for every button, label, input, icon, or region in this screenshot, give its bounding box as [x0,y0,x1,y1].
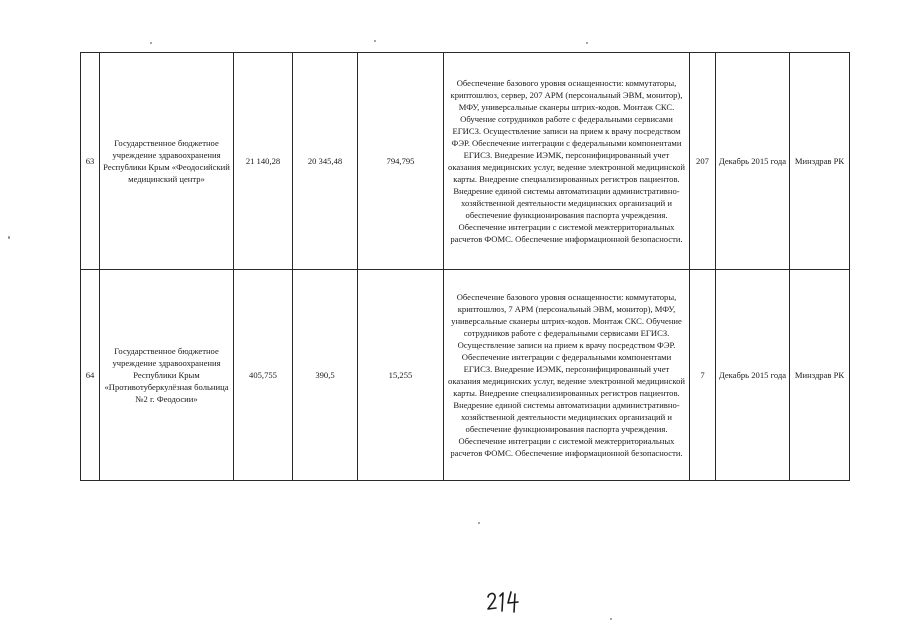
responsible-body: Минздрав РК [790,53,850,270]
workstation-count: 7 [690,270,716,481]
deadline: Декабрь 2015 года [716,53,790,270]
institution-name: Государственное бюджетное учреждение здравоохранения Республики Крым «Противотуберкулёзная больница №2 г. Феодосии» [100,270,234,481]
institution-name: Государственное бюджетное учреждение здравоохранения Республики Крым «Феодосийский медицинский центр» [100,53,234,270]
regional-amount: 15,255 [358,270,444,481]
table-row [81,270,850,481]
row-number: 63 [81,53,100,270]
table-row [81,53,850,270]
regional-amount: 794,795 [358,53,444,270]
work-description-cell [444,270,690,481]
scan-speck [8,236,10,239]
federal-amount: 390,5 [293,270,358,481]
scan-speck [610,618,612,620]
total-amount: 405,755 [234,270,293,481]
work-description: Обеспечение базового уровня оснащенности: коммутаторы, криптошлюз, сервер, 207 АРМ (персональный ЭВМ, монитор), МФУ, универсальные сканеры штрих-кодов. Монтаж СКС. Обучение сотрудников работе с федеральными сервисами ЕГИСЗ. Осуществление записи на прием к врачу посредством ФЭР. Обеспечение интеграции с федеральными компонентами ЕГИСЗ. Внедрение ИЭМК, персонифицированный учет оказания медицинских услуг, ведение электронной медицинской карты. Внедрение специализированных регистров пациентов. Внедрение единой системы автоматизации административно-хозяйственной деятельности медицинских организаций и обеспечение функционирования паспорта учреждения. Обеспечение интеграции с системой межтерриториальных расчетов ФОМС. Обеспечение информационной безопасности. [448,78,685,244]
scan-speck [478,522,480,524]
scan-speck [586,42,588,44]
total-amount: 21 140,28 [234,53,293,270]
handwritten-page-number [484,588,524,614]
scan-speck [374,40,376,42]
responsible-body: Минздрав РК [790,270,850,481]
workstation-count: 207 [690,53,716,270]
federal-amount: 20 345,48 [293,53,358,270]
deadline: Декабрь 2015 года [716,270,790,481]
work-description: Обеспечение базового уровня оснащенности: коммутаторы, криптошлюз, 7 АРМ (персональный ЭВМ, монитор), МФУ, универсальные сканеры штрих-кодов. Монтаж СКС. Обучение сотрудников работе с федеральными сервисами ЕГИСЗ. Осуществление записи на прием к врачу посредством ФЭР. Обеспечение интеграции с федеральными компонентами ЕГИСЗ. Внедрение ИЭМК, персонифицированный учет оказания медицинских услуг, ведение электронной медицинской карты. Внедрение специализированных регистров пациентов. Внедрение единой системы автоматизации административно-хозяйственной деятельности медицинских организаций и обеспечение функционирования паспорта учреждения. Обеспечение интеграции с системой межтерриториальных расчетов ФОМС. Обеспечение информационной безопасности. [448,292,685,458]
row-number: 64 [81,270,100,481]
work-description-cell [444,53,690,270]
scan-speck [150,42,152,44]
informatization-table [80,52,850,481]
